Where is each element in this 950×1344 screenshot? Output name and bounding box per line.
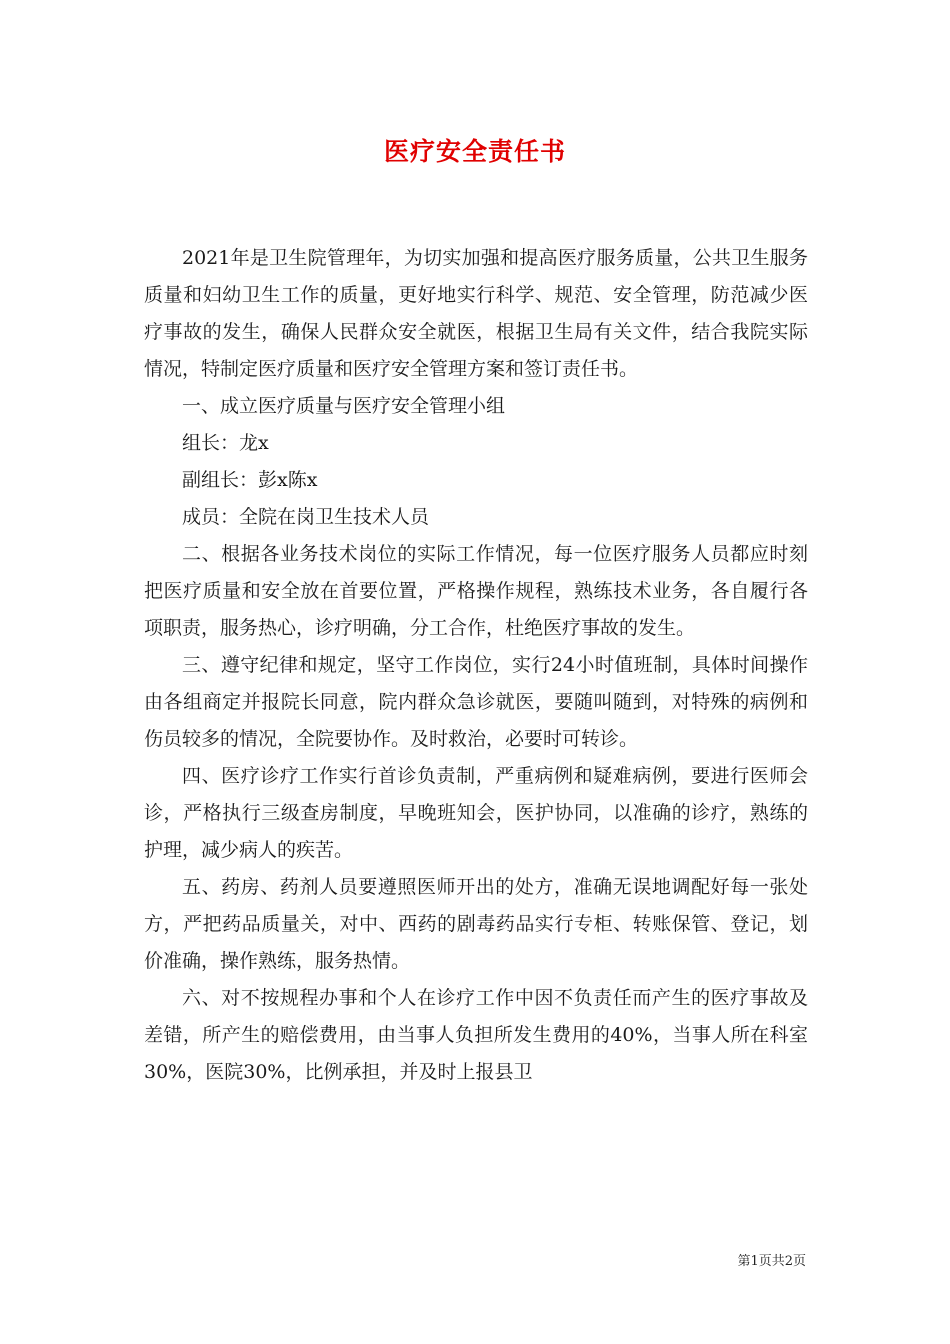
paragraph-leader: 组长：龙x [182, 432, 269, 454]
paragraph-deputy-leader: 副组长：彭x陈x [182, 469, 318, 491]
paragraph-section-1: 一、成立医疗质量与医疗安全管理小组 [182, 395, 506, 417]
paragraph-section-4: 四、医疗诊疗工作实行首诊负责制，严重病例和疑难病例，要进行医师会诊，严格执行三级查房制度，早晚班知会，医护协同，以准确的诊疗，熟练的护理，减少病人的疾苦。 [144, 765, 808, 861]
document-body [144, 240, 808, 1091]
paragraph-section-2: 二、根据各业务技术岗位的实际工作情况，每一位医疗服务人员都应时刻把医疗质量和安全放在首要位置，严格操作规程，熟练技术业务，各自履行各项职责，服务热心，诊疗明确，分工合作，杜绝医疗事故的发生。 [144, 543, 808, 639]
paragraph-intro: 2021年是卫生院管理年，为切实加强和提高医疗服务质量，公共卫生服务质量和妇幼卫生工作的质量，更好地实行科学、规范、安全管理，防范减少医疗事故的发生，确保人民群众安全就医，根据卫生局有关文件，结合我院实际情况，特制定医疗质量和医疗安全管理方案和签订责任书。 [144, 247, 808, 380]
page-number-footer: 第1页共2页 [737, 1254, 806, 1269]
paragraph-members: 成员：全院在岗卫生技术人员 [182, 506, 430, 528]
paragraph-section-6: 六、对不按规程办事和个人在诊疗工作中因不负责任而产生的医疗事故及差错，所产生的赔偿费用，由当事人负担所发生费用的40%，当事人所在科室30%，医院30%，比例承担，并及时上报县卫 [144, 987, 808, 1083]
paragraph-section-3: 三、遵守纪律和规定，坚守工作岗位，实行24小时值班制，具体时间操作由各组商定并报院长同意，院内群众急诊就医，要随叫随到，对特殊的病例和伤员较多的情况，全院要协作。及时救治，必要时可转诊。 [144, 654, 808, 750]
paragraph-section-5: 五、药房、药剂人员要遵照医师开出的处方，准确无误地调配好每一张处方，严把药品质量关，对中、西药的剧毒药品实行专柜、转账保管、登记，划价准确，操作熟练，服务热情。 [144, 876, 808, 972]
document-title: 医疗安全责任书 [383, 137, 566, 166]
